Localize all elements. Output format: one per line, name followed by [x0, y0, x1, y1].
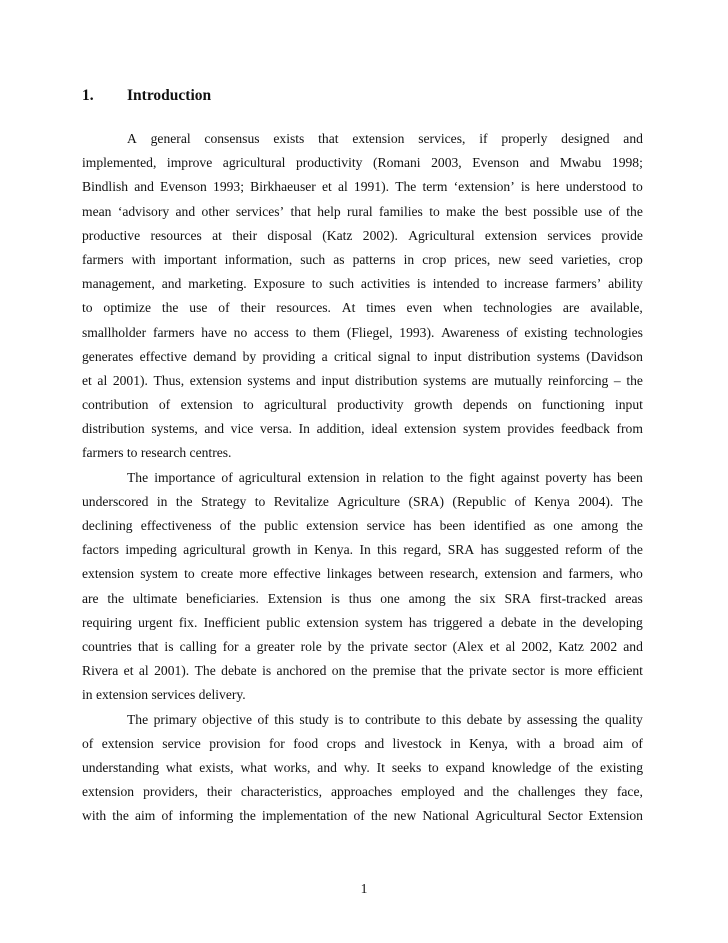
text-line: distribution systems, and vice versa. In addition, ideal extension system provides feedback from — [82, 421, 643, 437]
text-line: with the aim of informing the implementation of the new National Agricultural Sector Extension — [82, 808, 643, 824]
text-line: countries that is calling for a greater role by the private sector (Alex et al 2002, Katz 2002 and — [82, 638, 643, 654]
text-line: of extension service provision for food crops and livestock in Kenya, with a broad aim of — [82, 735, 643, 751]
text-line: management, and marketing. Exposure to such activities is intended to increase farmers’ ability — [82, 276, 643, 292]
text-line: in extension services delivery. — [82, 687, 246, 703]
text-line: A general consensus exists that extension services, if properly designed and — [127, 131, 643, 146]
section-number: 1. — [82, 87, 94, 104]
text-line: generates effective demand by providing a critical signal to input distribution systems (Davidson — [82, 348, 643, 364]
text-line: contribution of extension to agricultural productivity growth depends on functioning input — [82, 397, 643, 413]
section-heading — [82, 86, 211, 106]
paragraph — [82, 708, 643, 829]
text-line: requiring urgent fix. Inefficient public extension system has triggered a debate in the developing — [82, 614, 643, 630]
text-line: smallholder farmers have no access to them (Fliegel, 1993). Awareness of existing technologies — [82, 324, 643, 340]
paragraph — [82, 127, 643, 466]
text-line: factors impeding agricultural growth in Kenya. In this regard, SRA has suggested reform of the — [82, 542, 643, 558]
page-number: 1 — [360, 881, 368, 896]
text-line: implemented, improve agricultural productivity (Romani 2003, Evenson and Mwabu 1998; — [82, 155, 643, 171]
body-text — [82, 127, 643, 828]
text-line: mean ‘advisory and other services’ that help rural families to make the best possible use of the — [82, 203, 643, 219]
text-line: are the ultimate beneficiaries. Extension is thus one among the six SRA first-tracked areas — [82, 590, 643, 606]
text-line: to optimize the use of their resources. At times even when technologies are available, — [82, 300, 643, 316]
text-line: The importance of agricultural extension in relation to the fight against poverty has been — [127, 469, 643, 485]
text-line: extension providers, their characteristics, approaches employed and the challenges they face, — [82, 784, 643, 800]
text-line: underscored in the Strategy to Revitalize Agriculture (SRA) (Republic of Kenya 2004). The — [82, 493, 643, 509]
text-line: et al 2001). Thus, extension systems and input distribution systems are mutually reinforcing – the — [82, 372, 643, 388]
section-title: Introduction — [127, 87, 212, 104]
text-line: declining effectiveness of the public extension service has been identified as one among the — [82, 518, 643, 533]
text-line: productive resources at their disposal (Katz 2002). Agricultural extension services provide — [82, 227, 643, 243]
text-line: Bindlish and Evenson 1993; Birkhaeuser et al 1991). The term ‘extension’ is here understood to — [82, 179, 643, 195]
text-line: Rivera et al 2001). The debate is anchored on the premise that the private sector is more efficient — [82, 663, 643, 679]
text-line: farmers to research centres. — [82, 445, 232, 461]
paragraph — [82, 466, 643, 708]
text-line: farmers with important information, such as patterns in crop prices, new seed varieties, crop — [82, 251, 643, 267]
text-line: The primary objective of this study is to contribute to this debate by assessing the quality — [127, 711, 643, 727]
text-line: understanding what exists, what works, and why. It seeks to expand knowledge of the existing — [82, 759, 643, 775]
text-line: extension system to create more effective linkages between research, extension and farmers, who — [82, 566, 643, 582]
